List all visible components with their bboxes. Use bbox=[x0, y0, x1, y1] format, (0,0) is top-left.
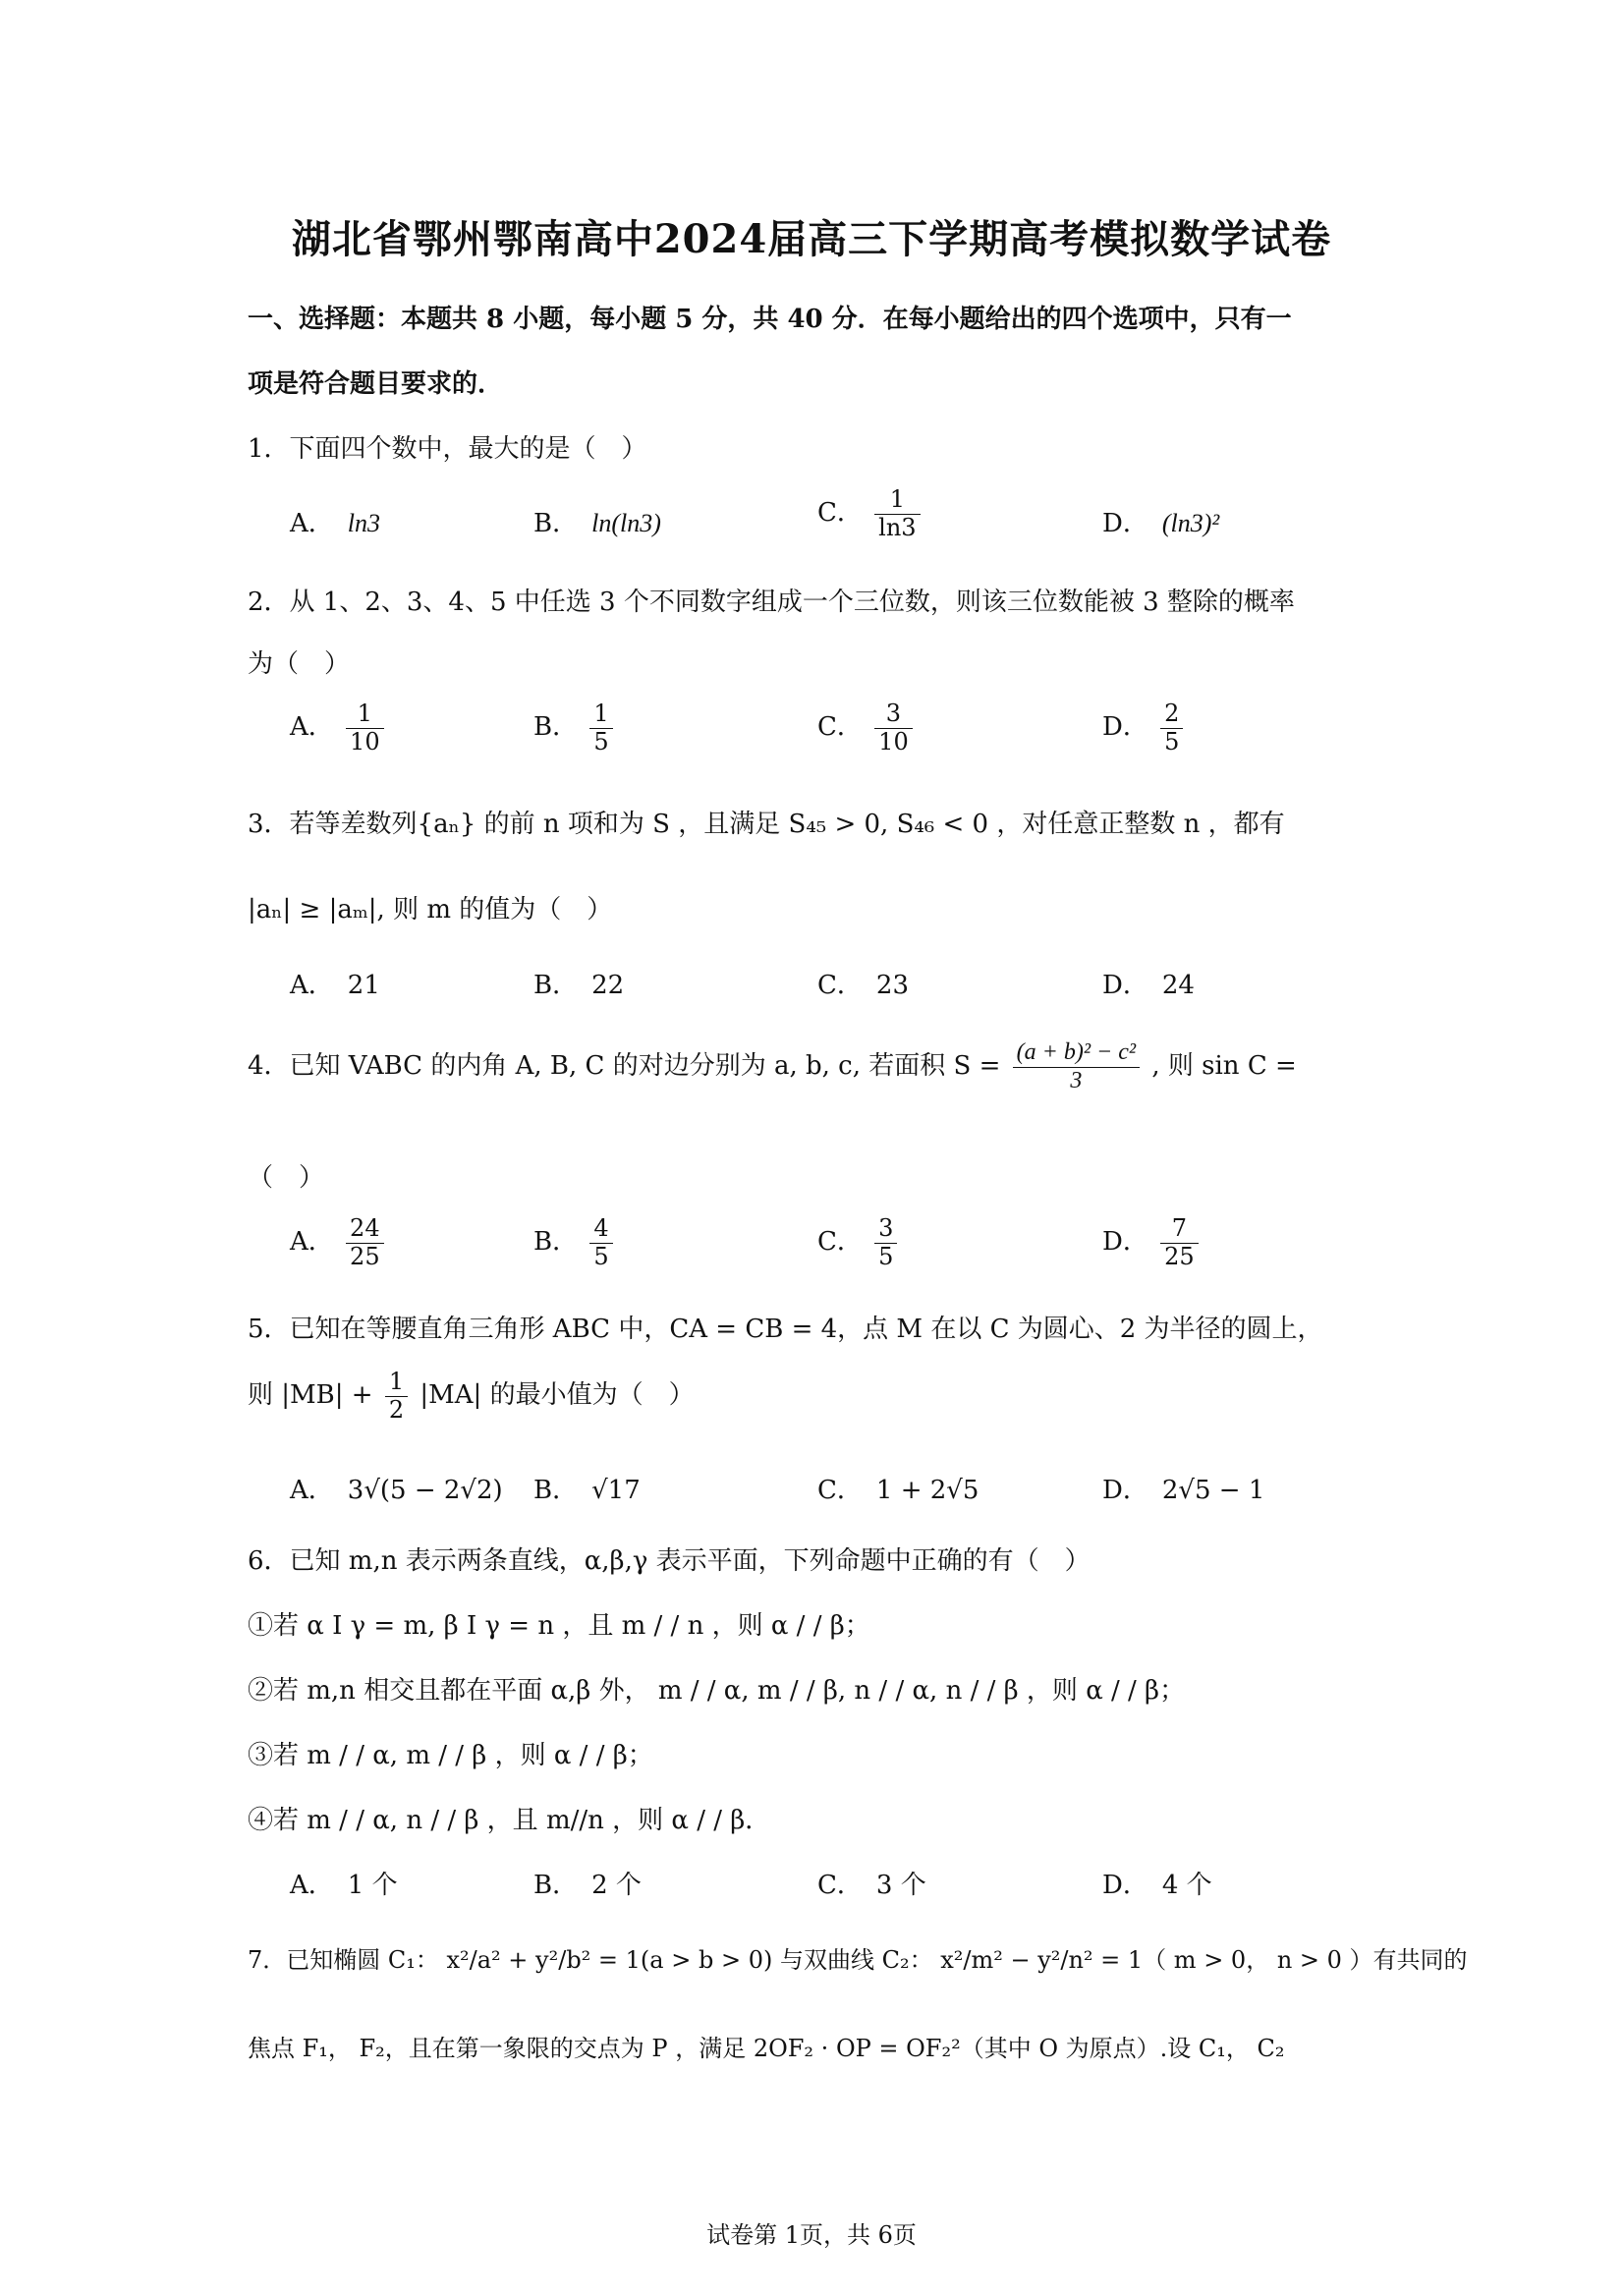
option-letter: B． bbox=[533, 971, 579, 1000]
option-letter: B． bbox=[533, 712, 579, 743]
question-5-stem-line2 bbox=[248, 1369, 695, 1424]
option-letter: C． bbox=[817, 1476, 863, 1505]
fraction-denominator: ln3 bbox=[878, 513, 917, 541]
fraction-numerator: 1 bbox=[346, 700, 384, 729]
q4-area-fraction bbox=[1013, 1039, 1140, 1094]
q6-d-value: 4 个 bbox=[1161, 1871, 1212, 1900]
option-letter: C． bbox=[817, 712, 863, 743]
option-letter: A． bbox=[290, 1476, 334, 1505]
option-letter: D． bbox=[1102, 509, 1148, 538]
fraction-numerator: 2 bbox=[1160, 700, 1183, 729]
fraction-numerator: 1 bbox=[589, 700, 612, 729]
q5-b-value: √17 bbox=[591, 1476, 641, 1505]
section-heading-line1: 一、选择题：本题共 8 小题，每小题 5 分，共 40 分．在每小题给出的四个选项中，只有一 bbox=[248, 305, 1292, 334]
q4-c-fraction bbox=[874, 1215, 897, 1270]
q4-stem-pre: 4．已知 VABC 的内角 A, B, C 的对边分别为 a, b, c, 若面积 S = bbox=[248, 1051, 1001, 1082]
q6-b-value: 2 个 bbox=[591, 1871, 642, 1900]
option-letter: A． bbox=[290, 1871, 334, 1900]
q2-a-fraction bbox=[346, 700, 384, 756]
q6-option-b bbox=[533, 1865, 642, 1901]
q2-option-a bbox=[290, 700, 388, 756]
q5-d-value: 2√5 − 1 bbox=[1161, 1476, 1265, 1505]
option-letter: A． bbox=[290, 1227, 334, 1258]
fraction-denominator: 5 bbox=[878, 1242, 894, 1270]
question-7-stem-line1: 7．已知椭圆 C₁： x²/a² + y²/b² = 1(a > b > 0) 与双曲线 C₂： x²/m² − y²/n² = 1（ m > 0， n > 0 ）有共同的 bbox=[248, 1946, 1468, 1974]
fraction-numerator: 7 bbox=[1160, 1215, 1199, 1244]
q6-proposition-1: ①若 α I γ = m, β I γ = n ，且 m / / n ，则 α / / β； bbox=[248, 1611, 870, 1641]
q1-c-fraction bbox=[874, 486, 920, 541]
q4-a-fraction bbox=[346, 1215, 384, 1270]
option-letter: D． bbox=[1102, 971, 1148, 1000]
q5-half-fraction bbox=[385, 1369, 408, 1424]
fraction-numerator: 1 bbox=[385, 1369, 408, 1397]
fraction-denominator: 25 bbox=[1164, 1242, 1195, 1270]
q3-option-a bbox=[290, 965, 380, 1001]
q4-option-a bbox=[290, 1215, 388, 1270]
q3-a-value: 21 bbox=[347, 971, 380, 1000]
question-7-stem-line2: 焦点 F₁， F₂，且在第一象限的交点为 P ，满足 2OF₂ · OP = OF₂²（其中 O 为原点）.设 C₁， C₂ bbox=[248, 2035, 1285, 2062]
q6-option-d bbox=[1102, 1865, 1212, 1901]
q2-b-fraction bbox=[589, 700, 612, 756]
q1-b-value: ln(ln3) bbox=[591, 509, 661, 537]
q1-d-value: (ln3)² bbox=[1161, 509, 1220, 537]
q5-c-value: 1 + 2√5 bbox=[875, 1476, 979, 1505]
q5-option-d bbox=[1102, 1470, 1264, 1506]
question-3-stem-line1: 3．若等差数列{aₙ} 的前 n 项和为 S ，且满足 S₄₅ > 0, S₄₆ < 0 ，对任意正整数 n ，都有 bbox=[248, 810, 1285, 839]
question-4-stem-line2: （ ） bbox=[248, 1163, 325, 1193]
q3-option-b bbox=[533, 965, 624, 1001]
q6-option-a bbox=[290, 1865, 398, 1901]
q6-proposition-4: ④若 m / / α, n / / β ，且 m//n ，则 α / / β． bbox=[248, 1806, 771, 1835]
option-letter: A． bbox=[290, 712, 334, 743]
fraction-denominator: 5 bbox=[593, 727, 609, 756]
q6-c-value: 3 个 bbox=[875, 1871, 926, 1900]
option-letter: B． bbox=[533, 509, 579, 538]
fraction-numerator: 24 bbox=[346, 1215, 384, 1244]
option-letter: A． bbox=[290, 509, 334, 538]
q2-c-fraction bbox=[874, 700, 913, 756]
q1-option-c bbox=[817, 486, 924, 541]
question-1-stem: 1．下面四个数中，最大的是（ ） bbox=[248, 434, 647, 464]
fraction-numerator: 4 bbox=[589, 1215, 612, 1244]
fraction-denominator: 25 bbox=[350, 1242, 380, 1270]
q6-proposition-3: ③若 m / / α, m / / β ，则 α / / β； bbox=[248, 1741, 653, 1770]
fraction-numerator: 3 bbox=[874, 1215, 897, 1244]
fraction-denominator: 3 bbox=[1070, 1067, 1083, 1093]
q4-option-b bbox=[533, 1215, 617, 1270]
fraction-denominator: 5 bbox=[593, 1242, 609, 1270]
fraction-denominator: 2 bbox=[388, 1395, 405, 1424]
option-letter: C． bbox=[817, 971, 863, 1000]
fraction-numerator: (a + b)² − c² bbox=[1013, 1039, 1140, 1068]
page-title: 湖北省鄂州鄂南高中2024届高三下学期高考模拟数学试卷 bbox=[291, 216, 1332, 262]
q2-option-b bbox=[533, 700, 617, 756]
question-3-stem-line2: |aₙ| ≥ |aₘ|, 则 m 的值为（ ） bbox=[248, 895, 613, 924]
option-letter: D． bbox=[1102, 1871, 1148, 1900]
q3-d-value: 24 bbox=[1161, 971, 1195, 1000]
q4-stem-post: , 则 sin C = bbox=[1151, 1051, 1297, 1082]
fraction-denominator: 10 bbox=[350, 727, 380, 756]
q1-option-a bbox=[290, 503, 380, 539]
option-letter: B． bbox=[533, 1227, 579, 1258]
question-5-stem-line1: 5．已知在等腰直角三角形 ABC 中，CA = CB = 4，点 M 在以 C 为圆心、2 为半径的圆上， bbox=[248, 1315, 1323, 1344]
fraction-denominator: 10 bbox=[878, 727, 909, 756]
option-letter: B． bbox=[533, 1476, 579, 1505]
question-2-stem-line1: 2．从 1、2、3、4、5 中任选 3 个不同数字组成一个三位数，则该三位数能被 3 整除的概率 bbox=[248, 588, 1295, 617]
page-footer: 试卷第 1页，共 6页 bbox=[706, 2221, 917, 2249]
question-6-stem: 6．已知 m,n 表示两条直线，α,β,γ 表示平面，下列命题中正确的有（ ） bbox=[248, 1546, 1091, 1576]
fraction-denominator: 5 bbox=[1164, 727, 1180, 756]
q1-option-d bbox=[1102, 503, 1219, 539]
q6-option-c bbox=[817, 1865, 926, 1901]
option-letter: D． bbox=[1102, 712, 1148, 743]
question-2-stem-line2: 为（ ） bbox=[248, 649, 351, 679]
q1-a-value: ln3 bbox=[347, 509, 381, 537]
q1-option-b bbox=[533, 503, 661, 539]
q5-a-value: 3√(5 − 2√2) bbox=[347, 1476, 503, 1505]
q2-option-c bbox=[817, 700, 917, 756]
option-letter: C． bbox=[817, 1871, 863, 1900]
option-letter: A． bbox=[290, 971, 334, 1000]
fraction-numerator: 1 bbox=[874, 486, 920, 515]
q4-b-fraction bbox=[589, 1215, 612, 1270]
q6-proposition-2: ②若 m,n 相交且都在平面 α,β 外， m / / α, m / / β, n / / α, n / / β ，则 α / / β； bbox=[248, 1676, 1186, 1706]
q2-option-d bbox=[1102, 700, 1187, 756]
section-heading-line2: 项是符合题目要求的． bbox=[248, 369, 504, 399]
option-letter: C． bbox=[817, 1227, 863, 1258]
q2-d-fraction bbox=[1160, 700, 1183, 756]
q3-c-value: 23 bbox=[875, 971, 909, 1000]
q4-option-d bbox=[1102, 1215, 1203, 1270]
q4-d-fraction bbox=[1160, 1215, 1199, 1270]
q3-option-c bbox=[817, 965, 909, 1001]
option-letter: D． bbox=[1102, 1227, 1148, 1258]
q3-option-d bbox=[1102, 965, 1195, 1001]
q5-option-c bbox=[817, 1470, 979, 1506]
question-4-stem-line1 bbox=[248, 1039, 1297, 1094]
option-letter: C． bbox=[817, 498, 863, 529]
q5-option-a bbox=[290, 1470, 503, 1506]
q4-option-c bbox=[817, 1215, 901, 1270]
q5-option-b bbox=[533, 1470, 641, 1506]
option-letter: B． bbox=[533, 1871, 579, 1900]
q5-stem2-post: |MA| 的最小值为（ ） bbox=[420, 1380, 695, 1411]
q3-b-value: 22 bbox=[591, 971, 625, 1000]
q6-a-value: 1 个 bbox=[347, 1871, 398, 1900]
q5-stem2-pre: 则 |MB| + bbox=[248, 1380, 373, 1411]
option-letter: D． bbox=[1102, 1476, 1148, 1505]
fraction-numerator: 3 bbox=[874, 700, 913, 729]
